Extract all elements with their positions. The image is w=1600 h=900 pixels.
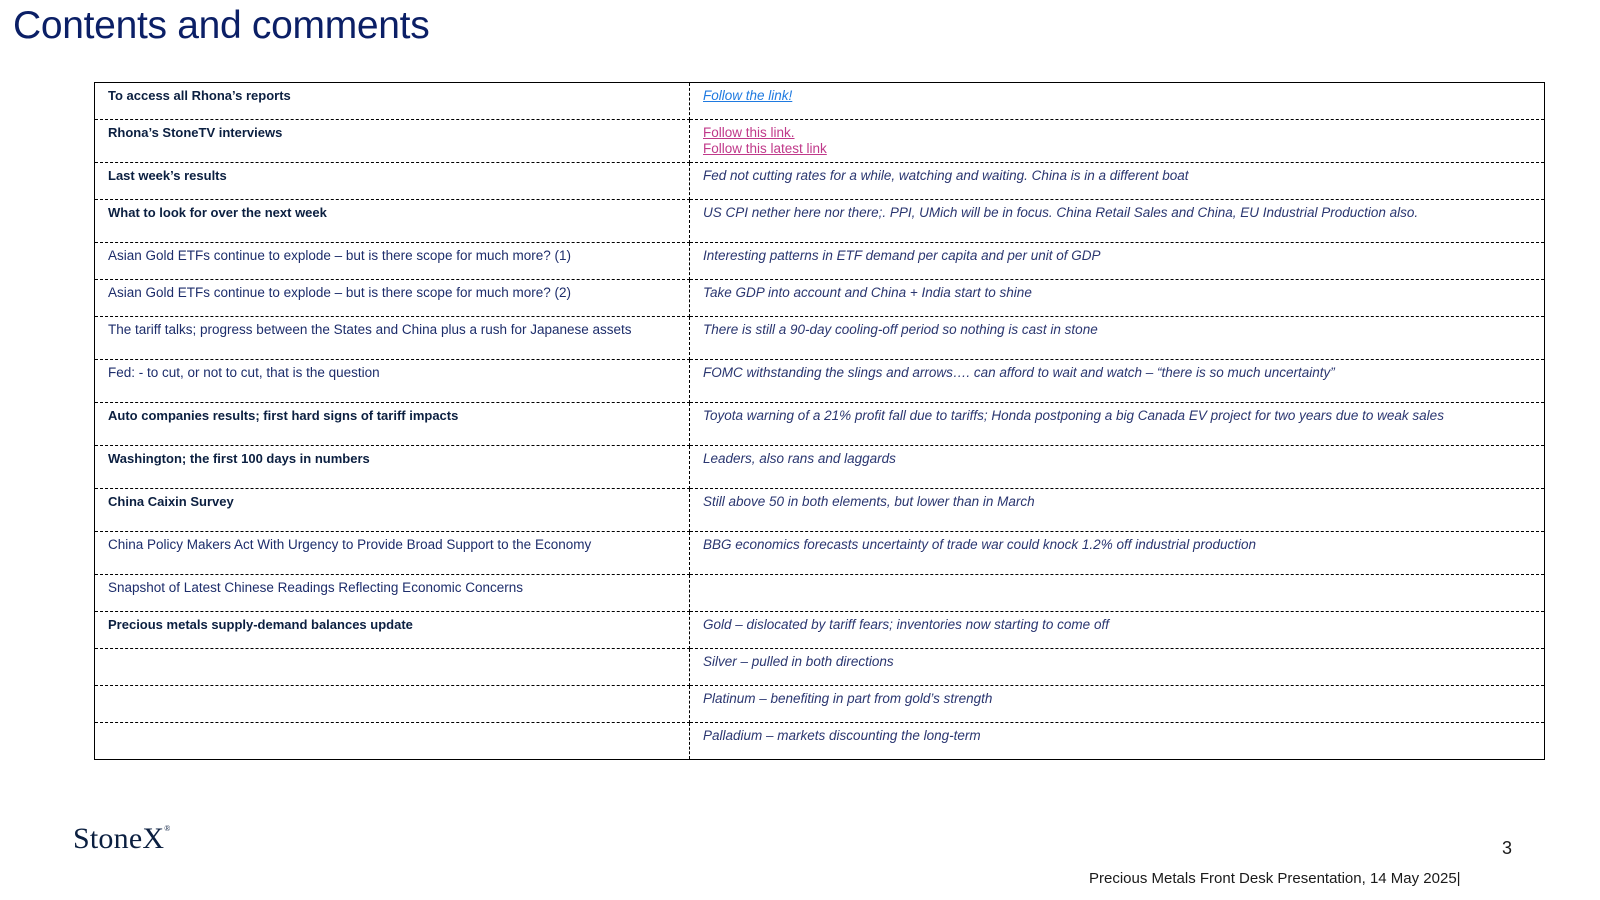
table-row [95, 83, 1545, 120]
topic-text: Precious metals supply-demand balances update [108, 617, 413, 632]
table-row [95, 360, 1545, 403]
comment-text: Take GDP into account and China + India start to shine [703, 285, 1032, 300]
page-number: 3 [1502, 838, 1513, 858]
comment-text: Leaders, also rans and laggards [703, 451, 896, 466]
comment-cell [690, 200, 1545, 243]
comment-text: Silver – pulled in both directions [703, 654, 894, 669]
topic-cell [95, 120, 690, 163]
topic-cell [95, 163, 690, 200]
topic-text: To access all Rhona’s reports [108, 88, 291, 103]
topic-text: Auto companies results; first hard signs of tariff impacts [108, 408, 459, 423]
topic-cell [95, 200, 690, 243]
topic-cell [95, 649, 690, 686]
footer-text: Precious Metals Front Desk Presentation, 14 May 2025| [1089, 870, 1461, 887]
topic-cell [95, 723, 690, 760]
topic-text: The tariff talks; progress between the States and China plus a rush for Japanese assets [108, 322, 632, 337]
table-row [95, 686, 1545, 723]
stonetv-link[interactable]: Follow this latest link [703, 141, 827, 156]
topic-text: China Policy Makers Act With Urgency to Provide Broad Support to the Economy [108, 537, 592, 552]
stonex-logo [73, 822, 170, 856]
comment-cell [690, 649, 1545, 686]
topic-text: Washington; the first 100 days in numbers [108, 451, 370, 466]
topic-text: Snapshot of Latest Chinese Readings Reflecting Economic Concerns [108, 580, 523, 595]
topic-cell [95, 532, 690, 575]
comment-text: US CPI nether here nor there;. PPI, UMich will be in focus. China Retail Sales and China, EU Industrial Production also. [703, 205, 1419, 220]
reports-link[interactable]: Follow the link! [703, 88, 793, 103]
comment-cell [690, 280, 1545, 317]
logo-registered-mark: ® [164, 824, 171, 833]
table-row [95, 317, 1545, 360]
comment-cell [690, 163, 1545, 200]
comment-cell [690, 360, 1545, 403]
topic-text: What to look for over the next week [108, 205, 327, 220]
topic-text: Rhona’s StoneTV interviews [108, 125, 283, 140]
topic-cell [95, 360, 690, 403]
topic-cell [95, 575, 690, 612]
topic-cell [95, 612, 690, 649]
topic-cell [95, 686, 690, 723]
comment-cell [690, 612, 1545, 649]
table-row [95, 243, 1545, 280]
comment-cell [690, 489, 1545, 532]
topic-text: Fed: - to cut, or not to cut, that is the question [108, 365, 380, 380]
topic-cell [95, 83, 690, 120]
page-title: Contents and comments [13, 4, 430, 47]
comment-cell [690, 723, 1545, 760]
topic-cell [95, 243, 690, 280]
comment-text: Platinum – benefiting in part from gold’s strength [703, 691, 993, 706]
comment-text: Palladium – markets discounting the long-term [703, 728, 981, 743]
topic-cell [95, 446, 690, 489]
comment-cell [690, 83, 1545, 120]
topic-text: Asian Gold ETFs continue to explode – but is there scope for much more? (2) [108, 285, 571, 300]
comment-cell [690, 686, 1545, 723]
table-row [95, 575, 1545, 612]
comment-text: BBG economics forecasts uncertainty of trade war could knock 1.2% off industrial production [703, 537, 1257, 552]
table-row [95, 532, 1545, 575]
comment-text: Still above 50 in both elements, but lower than in March [703, 494, 1035, 509]
comment-cell [690, 243, 1545, 280]
table-row [95, 200, 1545, 243]
comment-text: Toyota warning of a 21% profit fall due to tariffs; Honda postponing a big Canada EV project for two years due to weak sales [703, 408, 1444, 423]
topic-text: Asian Gold ETFs continue to explode – but is there scope for much more? (1) [108, 248, 571, 263]
table-row [95, 612, 1545, 649]
comment-cell [690, 403, 1545, 446]
comment-cell [690, 120, 1545, 163]
topic-cell [95, 280, 690, 317]
table-row [95, 403, 1545, 446]
comment-cell [690, 446, 1545, 489]
table-row [95, 446, 1545, 489]
topic-cell [95, 317, 690, 360]
table-row [95, 649, 1545, 686]
comment-text: FOMC withstanding the slings and arrows…. can afford to wait and watch – “there is so much uncertainty” [703, 365, 1335, 380]
topic-cell [95, 489, 690, 532]
contents-table-body [95, 83, 1545, 760]
table-row [95, 489, 1545, 532]
comment-text: Interesting patterns in ETF demand per capita and per unit of GDP [703, 248, 1101, 263]
topic-cell [95, 403, 690, 446]
table-row [95, 723, 1545, 760]
comment-cell [690, 532, 1545, 575]
table-row [95, 163, 1545, 200]
comment-cell [690, 575, 1545, 612]
comment-text: Gold – dislocated by tariff fears; inventories now starting to come off [703, 617, 1109, 632]
comment-text: Fed not cutting rates for a while, watching and waiting. China is in a different boat [703, 168, 1189, 183]
topic-text: China Caixin Survey [108, 494, 234, 509]
stonetv-link[interactable]: Follow this link. [703, 125, 795, 140]
table-row [95, 280, 1545, 317]
table-row [95, 120, 1545, 163]
logo-text: StoneX [73, 822, 165, 855]
comment-cell [690, 317, 1545, 360]
comment-text: There is still a 90-day cooling-off period so nothing is cast in stone [703, 322, 1098, 337]
topic-text: Last week’s results [108, 168, 227, 183]
contents-table [94, 82, 1545, 760]
